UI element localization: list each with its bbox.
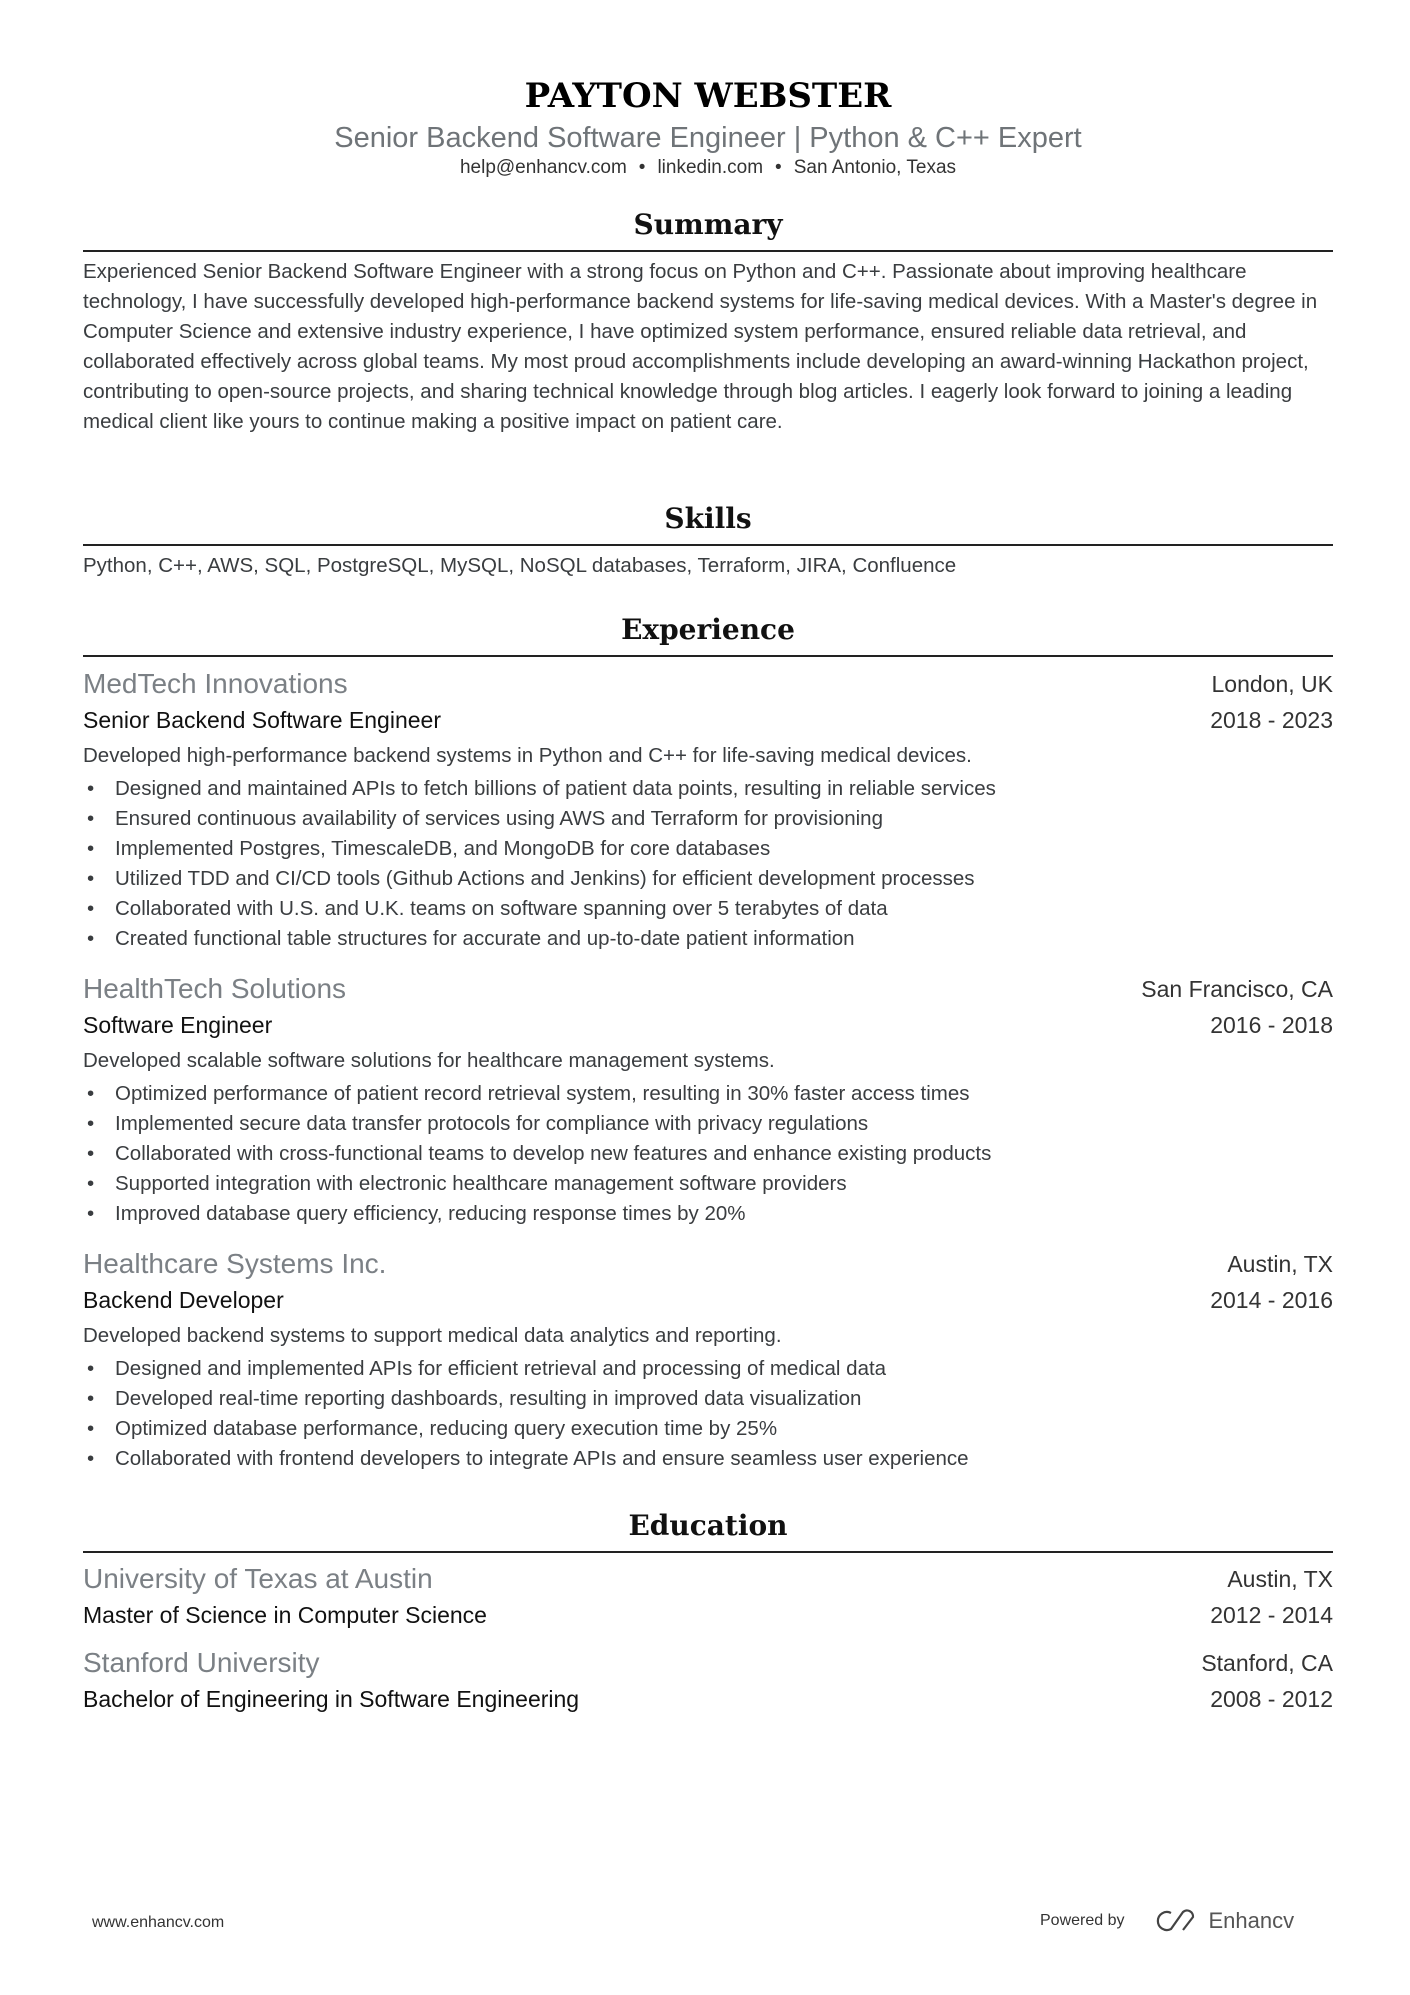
bullet-icon: •	[87, 927, 95, 950]
bullet-item	[83, 804, 1333, 834]
bullet-text: Utilized TDD and CI/CD tools (Github Actions and Jenkins) for efficient development processes	[115, 867, 975, 890]
education-entry	[83, 1561, 1333, 1633]
job-title: Senior Backend Software Engineer	[83, 707, 441, 733]
bullet-list	[83, 1354, 1333, 1474]
contact-info	[83, 156, 1333, 180]
bullet-item	[83, 1079, 1333, 1109]
education-section	[83, 1508, 1333, 1729]
bullet-item	[83, 1199, 1333, 1229]
divider	[83, 655, 1333, 657]
job-location: Austin, TX	[1227, 1251, 1333, 1277]
bullet-icon: •	[87, 867, 95, 890]
bullet-item	[83, 1169, 1333, 1199]
summary-section	[83, 207, 1333, 437]
section-heading: Experience	[621, 613, 795, 646]
bullet-text: Improved database query efficiency, reducing response times by 20%	[115, 1202, 746, 1225]
powered-by-label: Powered by	[1040, 1912, 1125, 1929]
enhancv-logo-icon	[1153, 1908, 1199, 1934]
bullet-icon: •	[87, 1172, 95, 1195]
bullet-item	[83, 894, 1333, 924]
section-heading: Skills	[664, 502, 752, 535]
divider	[83, 1551, 1333, 1553]
bullet-text: Optimized database performance, reducing query execution time by 25%	[115, 1417, 778, 1440]
company-name: MedTech Innovations	[83, 668, 348, 699]
job-dates: 2018 - 2023	[1210, 707, 1333, 733]
job-title: Software Engineer	[83, 1012, 273, 1038]
bullet-text: Ensured continuous availability of services using AWS and Terraform for provisioning	[115, 807, 883, 830]
bullet-text: Supported integration with electronic healthcare management software providers	[115, 1172, 847, 1195]
email-link[interactable]: help@enhancv.com	[459, 157, 627, 178]
bullet-icon: •	[87, 807, 95, 830]
education-entry	[83, 1645, 1333, 1717]
separator: •	[775, 157, 782, 178]
job-dates: 2016 - 2018	[1210, 1012, 1333, 1038]
bullet-item	[83, 1139, 1333, 1169]
bullet-icon: •	[87, 1202, 95, 1225]
footer-website[interactable]: www.enhancv.com	[92, 1914, 225, 1931]
job-title: Backend Developer	[83, 1287, 284, 1313]
bullet-icon: •	[87, 1357, 95, 1380]
bullet-icon: •	[87, 1417, 95, 1440]
bullet-item	[83, 1444, 1333, 1474]
bullet-icon: •	[87, 897, 95, 920]
school-name: Stanford University	[83, 1647, 320, 1678]
bullet-icon: •	[87, 837, 95, 860]
bullet-text: Implemented secure data transfer protocols for compliance with privacy regulations	[115, 1112, 869, 1135]
bullet-item	[83, 1384, 1333, 1414]
company-name: HealthTech Solutions	[83, 973, 347, 1004]
candidate-name: PAYTON WEBSTER	[524, 76, 892, 116]
education-dates: 2008 - 2012	[1210, 1686, 1333, 1712]
bullet-item	[83, 1109, 1333, 1139]
job-description: Developed scalable software solutions for healthcare management systems.	[83, 1049, 775, 1072]
bullet-text: Created functional table structures for accurate and up-to-date patient information	[115, 927, 855, 950]
bullet-text: Implemented Postgres, TimescaleDB, and MongoDB for core databases	[115, 837, 771, 860]
degree: Master of Science in Computer Science	[83, 1602, 487, 1628]
bullet-text: Designed and implemented APIs for efficient retrieval and processing of medical data	[115, 1357, 887, 1380]
bullet-list	[83, 774, 1333, 954]
bullet-text: Designed and maintained APIs to fetch billions of patient data points, resulting in reliable services	[115, 777, 996, 800]
bullet-icon: •	[87, 777, 95, 800]
bullet-item	[83, 834, 1333, 864]
header	[83, 76, 1333, 180]
job-entry	[83, 1246, 1333, 1474]
divider	[83, 250, 1333, 252]
bullet-icon: •	[87, 1082, 95, 1105]
job-entry	[83, 971, 1333, 1229]
bullet-list	[83, 1079, 1333, 1229]
company-name: Healthcare Systems Inc.	[83, 1248, 387, 1279]
skills-text: Python, C++, AWS, SQL, PostgreSQL, MySQL, NoSQL databases, Terraform, JIRA, Confluence	[83, 554, 957, 577]
job-location: San Francisco, CA	[1141, 976, 1333, 1002]
skills-section	[83, 501, 1333, 581]
bullet-icon: •	[87, 1447, 95, 1470]
section-heading: Education	[628, 1509, 788, 1542]
bullet-text: Collaborated with frontend developers to integrate APIs and ensure seamless user experience	[115, 1447, 969, 1470]
summary-text: Experienced Senior Backend Software Engineer with a strong focus on Python and C++. Passionate about improving healthcare technology, I have successfully developed high-performance backend systems for life-saving medical devices. With a Master's degree in Computer Science and extensive industry experience, I have optimized system performance, ensured reliable data retrieval, and collaborated effectively across global teams. My most proud accomplishments include developing an award-winning Hackathon project, contributing to open-source projects, and sharing technical knowledge through blog articles. I eagerly look forward to joining a leading medical client like yours to continue making a positive impact on patient care.	[83, 260, 1318, 433]
bullet-text: Collaborated with U.S. and U.K. teams on software spanning over 5 terabytes of data	[115, 897, 888, 920]
experience-section	[83, 612, 1333, 1491]
bullet-item	[83, 924, 1333, 954]
degree: Bachelor of Engineering in Software Engineering	[83, 1686, 580, 1712]
school-location: Austin, TX	[1227, 1566, 1333, 1592]
job-dates: 2014 - 2016	[1210, 1287, 1333, 1313]
school-name: University of Texas at Austin	[83, 1563, 433, 1594]
bullet-text: Collaborated with cross-functional teams to develop new features and enhance existing products	[115, 1142, 992, 1165]
bullet-icon: •	[87, 1387, 95, 1410]
bullet-text: Optimized performance of patient record retrieval system, resulting in 30% faster access times	[115, 1082, 970, 1105]
bullet-item	[83, 1414, 1333, 1444]
bullet-item	[83, 1354, 1333, 1384]
bullet-icon: •	[87, 1142, 95, 1165]
education-dates: 2012 - 2014	[1210, 1602, 1333, 1628]
school-location: Stanford, CA	[1201, 1650, 1333, 1676]
job-description: Developed backend systems to support medical data analytics and reporting.	[83, 1324, 782, 1347]
divider	[83, 544, 1333, 546]
job-entry	[83, 666, 1333, 954]
bullet-item	[83, 774, 1333, 804]
candidate-title: Senior Backend Software Engineer | Python & C++ Expert	[334, 122, 1082, 154]
location: San Antonio, Texas	[793, 157, 957, 178]
linkedin-link[interactable]: linkedin.com	[657, 157, 764, 178]
section-heading: Summary	[633, 208, 783, 241]
bullet-text: Developed real-time reporting dashboards, resulting in improved data visualization	[115, 1387, 862, 1410]
bullet-icon: •	[87, 1112, 95, 1135]
brand-name: Enhancv	[1208, 1908, 1295, 1933]
separator: •	[638, 157, 646, 178]
job-location: London, UK	[1211, 671, 1333, 697]
footer-branding	[1040, 1908, 1294, 1934]
job-description: Developed high-performance backend systems in Python and C++ for life-saving medical devices.	[83, 744, 972, 767]
bullet-item	[83, 864, 1333, 894]
